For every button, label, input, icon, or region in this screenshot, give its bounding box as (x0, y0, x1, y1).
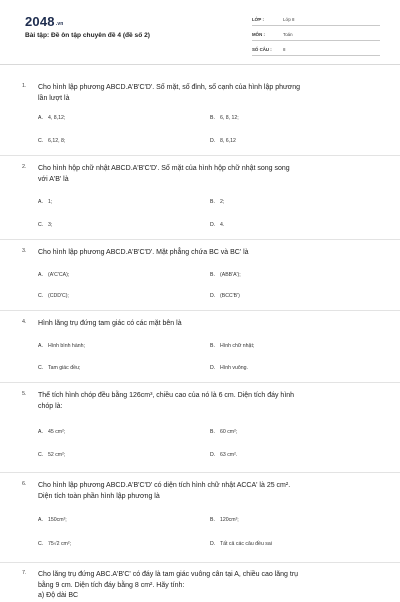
option-letter: A. (38, 343, 43, 349)
question-separator (0, 562, 400, 563)
option-text: 3; (48, 222, 53, 228)
option-text: 63 cm². (220, 452, 238, 458)
option-text: 8, 6,12 (220, 138, 236, 144)
option-d[interactable] (210, 541, 272, 547)
question-text (38, 570, 382, 602)
meta-subject-label: MÔN : (252, 32, 265, 37)
option-c[interactable] (38, 222, 52, 228)
option-text: Tam giác đều; (48, 365, 81, 371)
question-separator (0, 382, 400, 383)
question-line: Hình lăng trụ đứng tam giác có các mặt bên là (38, 320, 182, 327)
option-text: 75√2 cm²; (48, 541, 72, 547)
option-letter: B. (210, 272, 215, 278)
option-b[interactable] (210, 517, 239, 523)
option-c[interactable] (38, 365, 80, 371)
option-letter: A. (38, 199, 43, 205)
option-letter: B. (210, 429, 215, 435)
option-text: 4. (220, 222, 225, 228)
option-text: 45 cm²; (48, 429, 66, 435)
logo-suffix: .vn (55, 21, 64, 27)
option-text: Hình chữ nhật; (220, 343, 255, 349)
question-number: 1. (22, 83, 27, 89)
option-letter: C. (38, 452, 44, 458)
question-number: 3. (22, 248, 27, 254)
option-c[interactable] (38, 138, 65, 144)
option-text: 1; (48, 199, 53, 205)
option-letter: A. (38, 272, 43, 278)
meta-subject-value: Toán (283, 32, 293, 37)
option-c[interactable] (38, 452, 65, 458)
question-line: Diện tích toàn phần hình lập phương là (38, 492, 160, 500)
option-text: 6,12, 8; (48, 138, 66, 144)
option-letter: C. (38, 541, 44, 547)
option-c[interactable] (38, 293, 69, 299)
question-text (38, 391, 382, 412)
option-b[interactable] (210, 199, 224, 205)
option-b[interactable] (210, 115, 239, 121)
meta-count-label: SỐ CÂU : (252, 47, 272, 52)
option-a[interactable] (38, 272, 69, 278)
question-text (38, 164, 382, 185)
option-letter: A. (38, 115, 43, 121)
question-separator (0, 239, 400, 240)
question-number: 4. (22, 319, 27, 325)
option-text: 2; (220, 199, 225, 205)
option-text: 4, 8,12; (48, 115, 66, 121)
meta-count-row (252, 44, 380, 56)
question-separator (0, 155, 400, 156)
option-letter: D. (210, 222, 216, 228)
option-text: 150cm²; (48, 517, 67, 523)
option-text: 52 cm²; (48, 452, 66, 458)
option-letter: C. (38, 293, 44, 299)
question-line: chóp là: (38, 402, 63, 410)
option-letter: D. (210, 541, 216, 547)
question-separator (0, 310, 400, 311)
option-letter: C. (38, 138, 44, 144)
option-a[interactable] (38, 199, 52, 205)
option-a[interactable] (38, 343, 85, 349)
option-letter: D. (210, 138, 216, 144)
option-letter: D. (210, 452, 216, 458)
option-d[interactable] (210, 293, 240, 299)
option-text: (CDD'C); (48, 293, 69, 299)
question-line: Cho hình lập phương ABCD.A'B'C'D'. Số mặt, số đỉnh, số cạnh của hình lập phương (38, 84, 301, 91)
option-letter: D. (210, 365, 216, 371)
option-d[interactable] (210, 365, 248, 371)
option-a[interactable] (38, 115, 65, 121)
option-text: Tất cả các câu đều sai (220, 541, 272, 547)
option-letter: D. (210, 293, 216, 299)
page-header (0, 0, 400, 64)
question-line: với A'B' là (38, 175, 69, 183)
option-d[interactable] (210, 222, 224, 228)
option-letter: B. (210, 115, 215, 121)
option-d[interactable] (210, 452, 237, 458)
question-text (38, 319, 382, 330)
option-text: (ABB'A'); (220, 272, 241, 278)
option-text: 120cm²; (220, 517, 239, 523)
question-line: bằng 9 cm. Diện tích đáy bằng 8 cm². Hãy tính: (38, 581, 185, 589)
option-a[interactable] (38, 517, 67, 523)
question-number: 2. (22, 164, 27, 170)
question-number: 5. (22, 391, 27, 397)
option-text: (A'C'CA); (48, 272, 70, 278)
option-b[interactable] (210, 343, 254, 349)
option-letter: A. (38, 517, 43, 523)
option-letter: C. (38, 222, 44, 228)
page-title: Bài tập: Đề ôn tập chuyên đề 4 (đề số 2) (25, 32, 150, 39)
meta-class-row (252, 14, 380, 26)
meta-subject-row (252, 29, 380, 41)
question-line: Cho hình hộp chữ nhật ABCD.A'B'C'D'. Số mặt của hình hộp chữ nhật song song (38, 165, 290, 172)
option-b[interactable] (210, 429, 237, 435)
option-letter: A. (38, 429, 43, 435)
question-line: Thể tích hình chóp đều bằng 126cm³, chiều cao của nó là 6 cm. Diện tích đáy hình (38, 392, 295, 399)
option-b[interactable] (210, 272, 241, 278)
option-d[interactable] (210, 138, 236, 144)
meta-class-value: Lớp 8 (283, 17, 295, 22)
header-divider (0, 64, 400, 65)
meta-class-label: LỚP : (252, 17, 264, 22)
option-text: 60 cm²; (220, 429, 238, 435)
question-text (38, 481, 382, 502)
question-line: Cho hình lập phương ABCD.A'B'C'D' có diện tích hình chữ nhật ACCA' là 25 cm². (38, 482, 291, 489)
question-separator (0, 472, 400, 473)
option-text: Hình vuông. (220, 365, 248, 371)
option-c[interactable] (38, 541, 71, 547)
question-text (38, 248, 382, 259)
option-text: Hình bình hành; (48, 343, 85, 349)
question-number: 6. (22, 481, 27, 487)
site-logo[interactable] (25, 14, 64, 29)
option-letter: B. (210, 517, 215, 523)
option-text: (BCC'B') (220, 293, 240, 299)
meta-count-value: 8 (283, 47, 286, 52)
question-line: lần lượt là (38, 94, 70, 102)
option-letter: C. (38, 365, 44, 371)
option-a[interactable] (38, 429, 65, 435)
question-text (38, 83, 382, 104)
question-number: 7. (22, 570, 27, 576)
logo-text: 2048 (25, 14, 55, 29)
option-text: 6, 8, 12; (220, 115, 239, 121)
question-line: a) Độ dài BC (38, 592, 79, 599)
question-line: Cho hình lập phương ABCD.A'B'C'D'. Mặt phẳng chứa BC và BC' là (38, 249, 249, 256)
option-letter: B. (210, 199, 215, 205)
option-letter: B. (210, 343, 215, 349)
question-line: Cho lăng trụ đứng ABC.A'B'C' có đáy là tam giác vuông cân tại A, chiều cao lăng trụ (38, 571, 299, 578)
